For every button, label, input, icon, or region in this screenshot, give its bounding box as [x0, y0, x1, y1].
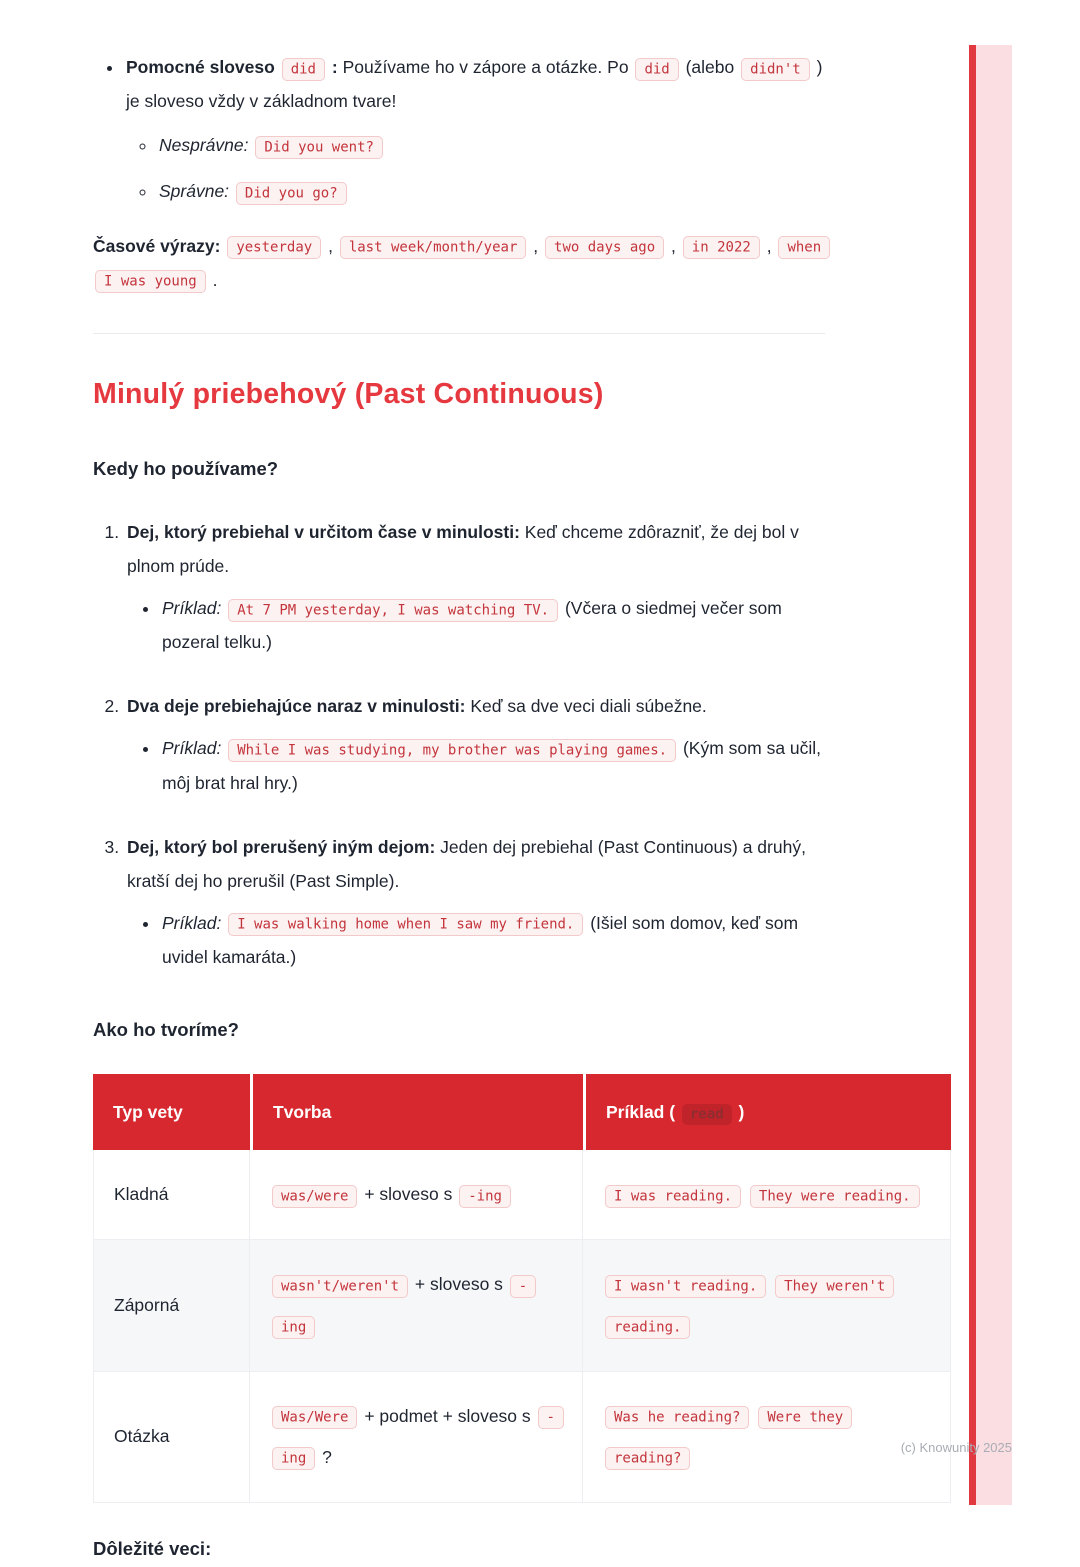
code-chip-form: -ing	[459, 1185, 511, 1208]
example-item	[160, 591, 825, 659]
code-chip-example: They weren't reading.	[605, 1275, 894, 1339]
formation-text: ?	[322, 1446, 332, 1467]
code-chip-time: last week/month/year	[340, 236, 527, 259]
wrong-example-item	[157, 128, 825, 162]
comma: ,	[533, 235, 539, 256]
example-translation: (Kým som sa učil, môj brat hral hry.)	[162, 738, 822, 793]
period: .	[212, 269, 218, 290]
example-list	[127, 591, 825, 659]
example-list	[127, 731, 825, 799]
aux-verb-lead: Pomocné sloveso	[126, 57, 275, 77]
section-divider	[93, 333, 825, 334]
code-chip-example: While I was studying, my brother was playing games.	[228, 739, 676, 762]
formation-text: + sloveso s	[414, 1274, 503, 1295]
usage-text: Keď sa dve veci diali súbežne.	[470, 696, 707, 717]
usage-item	[124, 689, 825, 799]
code-chip-read: read	[682, 1104, 732, 1125]
cell-formation	[250, 1150, 583, 1240]
formation-text: + sloveso s	[364, 1184, 453, 1205]
table-row-kladna	[93, 1150, 951, 1240]
header-priklad	[583, 1074, 951, 1150]
right-label: Správne:	[159, 181, 230, 202]
code-chip-time: yesterday	[227, 236, 321, 259]
header-priklad-prefix: Príklad (	[606, 1102, 676, 1123]
cell-sentence-type: Záporná	[93, 1240, 250, 1371]
code-chip-form: wasn't/weren't	[272, 1275, 408, 1298]
usage-bold: Dej, ktorý prebiehal v určitom čase v minulosti:	[127, 521, 520, 542]
aux-verb-text: Používame ho v zápore a otázke. Po	[342, 57, 629, 77]
aux-verb-text: (alebo	[685, 57, 735, 77]
right-example-item	[157, 174, 825, 208]
comma: ,	[671, 235, 676, 256]
page-edge-accent-line	[969, 45, 976, 1505]
example-label: Príklad:	[162, 598, 222, 619]
code-chip-form: Was/Were	[272, 1406, 357, 1429]
formation-text: + podmet + sloveso s	[364, 1405, 531, 1426]
code-chip-time: in 2022	[683, 236, 760, 259]
code-chip-example: I wasn't reading.	[605, 1275, 766, 1298]
code-chip-wrong-example: Did you went?	[255, 136, 383, 159]
usage-text: Keď chceme zdôrazniť, že dej bol v plnom prúde.	[127, 521, 799, 576]
correctness-sublist	[126, 128, 825, 208]
comma: ,	[766, 235, 772, 256]
cell-example	[583, 1372, 951, 1503]
cell-example	[583, 1240, 951, 1371]
header-priklad-suffix: )	[738, 1102, 745, 1123]
aux-verb-list	[93, 50, 825, 209]
code-chip-example: At 7 PM yesterday, I was watching TV.	[228, 599, 558, 622]
code-chip-form: -ing	[272, 1406, 564, 1470]
comma: ,	[328, 235, 333, 256]
wrong-label: Nesprávne:	[159, 135, 249, 156]
header-tvorba: Tvorba	[250, 1074, 583, 1150]
aux-verb-colon: :	[331, 57, 338, 77]
cell-example	[583, 1150, 951, 1240]
example-translation: (Včera o siedmej večer som pozeral telku.)	[162, 598, 782, 653]
time-expressions-label: Časové výrazy:	[93, 235, 221, 256]
when-heading: Kedy ho používame?	[93, 457, 279, 479]
important-heading: Dôležité veci:	[93, 1537, 212, 1559]
code-chip-form: was/were	[272, 1185, 357, 1208]
code-chip-example: Was he reading?	[605, 1406, 749, 1429]
code-chip-example: I was reading.	[605, 1185, 741, 1208]
code-chip-time: when I was young	[95, 236, 830, 293]
example-item	[160, 906, 825, 974]
usage-item	[124, 830, 825, 975]
table-row-otazka	[93, 1372, 951, 1503]
cell-formation	[250, 1372, 583, 1503]
cell-formation	[250, 1240, 583, 1371]
code-chip-time: two days ago	[545, 236, 664, 259]
table-row-zaporna	[93, 1240, 951, 1371]
example-list	[127, 906, 825, 974]
document-content	[93, 50, 911, 1567]
code-chip-form: -ing	[272, 1275, 536, 1339]
time-expressions	[93, 229, 825, 297]
how-heading: Ako ho tvoríme?	[93, 1019, 239, 1041]
example-label: Príklad:	[162, 738, 222, 759]
example-translation: (Išiel som domov, keď som uvidel kamaráta.)	[162, 912, 799, 968]
example-label: Príklad:	[162, 912, 222, 933]
code-chip-example: Were they reading?	[605, 1406, 852, 1470]
code-chip-right-example: Did you go?	[236, 182, 347, 205]
usage-bold: Dej, ktorý bol prerušený iným dejom:	[127, 836, 436, 857]
usage-item	[124, 515, 825, 660]
usage-bold: Dva deje prebiehajúce naraz v minulosti:	[127, 696, 466, 717]
copyright-note: (c) Knowunity 2025	[900, 1440, 1012, 1455]
code-chip-example: They were reading.	[750, 1185, 920, 1208]
cell-sentence-type: Otázka	[93, 1372, 250, 1503]
section-title: Minulý priebehový (Past Continuous)	[93, 377, 604, 410]
header-typ-vety: Typ vety	[93, 1074, 250, 1150]
code-chip-did: did	[635, 58, 678, 81]
usage-list	[93, 515, 825, 974]
page-edge-accent-bar	[976, 45, 1012, 1505]
usage-text: Jeden dej prebiehal (Past Continuous) a druhý, kratší dej ho prerušil (Past Simple).	[127, 836, 806, 891]
aux-verb-text: ) je sloveso vždy v základnom tvare!	[126, 57, 823, 112]
table-header-row	[93, 1074, 951, 1150]
aux-verb-item	[124, 50, 825, 209]
code-chip-didnt: didn't	[741, 58, 810, 81]
formation-table	[93, 1074, 951, 1503]
code-chip-did: did	[282, 58, 325, 81]
cell-sentence-type: Kladná	[93, 1150, 250, 1240]
code-chip-example: I was walking home when I saw my friend.	[228, 913, 583, 936]
example-item	[160, 731, 825, 799]
